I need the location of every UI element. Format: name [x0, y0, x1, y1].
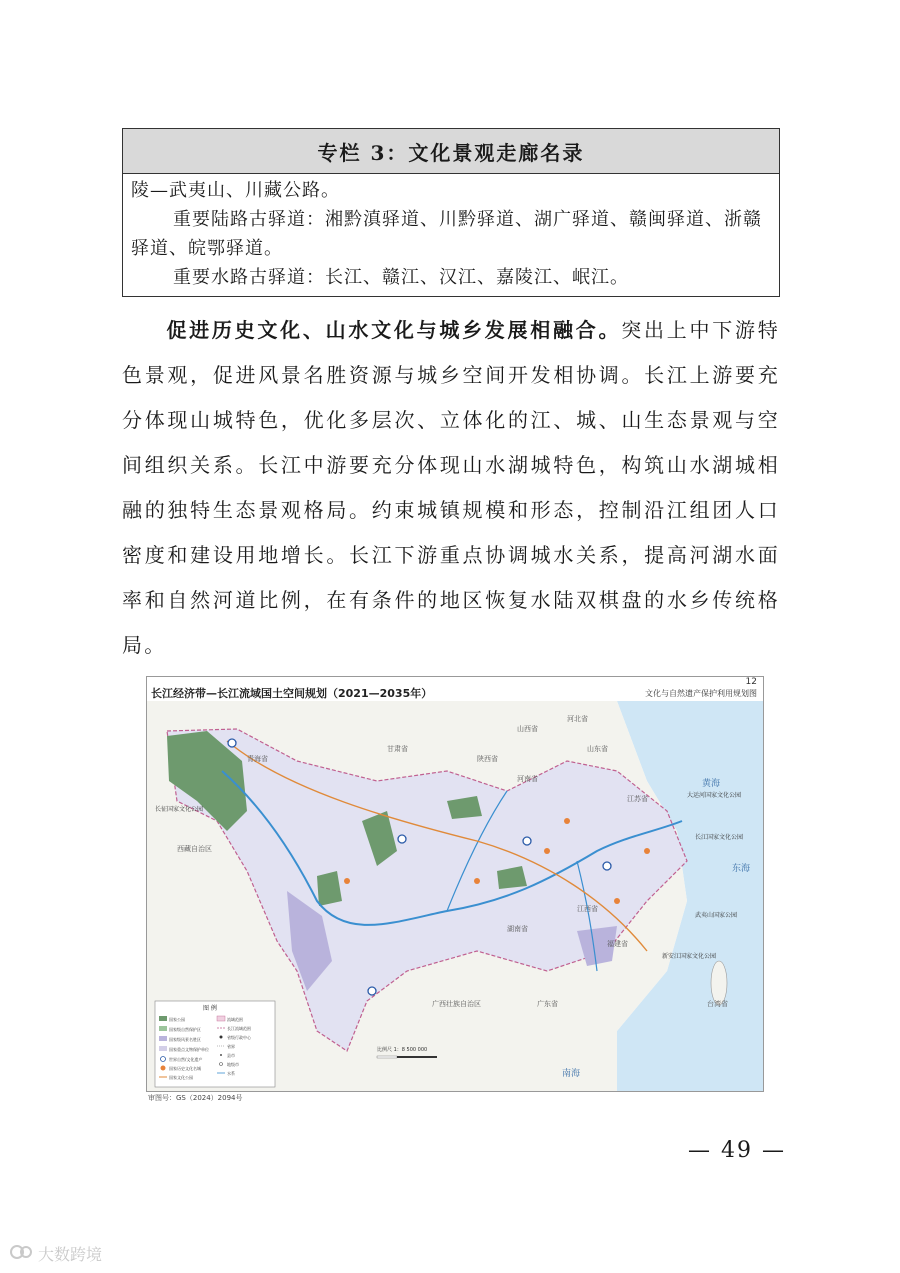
column-box — [122, 128, 780, 297]
legend-item-6: 国家历史文化名城 — [169, 1066, 201, 1071]
label-gansu: 甘肃省 — [387, 745, 408, 753]
legend-item-10: 省级行政中心 — [227, 1035, 251, 1040]
watermark — [10, 1242, 102, 1265]
label-donghai: 东海 — [732, 864, 751, 874]
legend-item-1: 国家公园 — [169, 1017, 185, 1022]
legend-item-12: 县市 — [227, 1053, 235, 1058]
label-henan: 河南省 — [517, 775, 538, 783]
legend-item-14: 水系 — [227, 1071, 235, 1076]
legend-item-7: 国家文化公园 — [169, 1075, 193, 1080]
legend-item-5: 世界自然/文化遗产 — [169, 1057, 203, 1062]
map-legend — [155, 1001, 275, 1087]
map-subtitle: 文化与自然遗产保护利用规划图 — [645, 689, 757, 698]
column-line-2: 重要陆路古驿道：湘黔滇驿道、川黔驿道、湖广驿道、赣闽驿道、浙赣驿道、皖鄂驿道。 — [131, 209, 762, 259]
label-park-changzheng: 长征国家文化公园 — [155, 806, 204, 813]
legend-title: 图 例 — [203, 1005, 217, 1012]
map-graphic — [147, 701, 763, 1091]
legend-item-8: 流域范围 — [227, 1017, 243, 1022]
city-icon — [544, 848, 550, 854]
city-icon — [564, 818, 570, 824]
column-title: 专栏 3：文化景观走廊名录 — [123, 129, 779, 174]
map-title: 长江经济带—长江流域国土空间规划（2021—2035年） — [151, 687, 433, 700]
column-line-3: 重要水路古驿道：长江、赣江、汉江、嘉陵江、岷江。 — [173, 267, 629, 288]
label-guangxi: 广西壮族自治区 — [432, 1000, 481, 1008]
label-jiangxi: 江西省 — [577, 905, 598, 913]
watermark-logo-icon — [10, 1243, 34, 1265]
label-park-canal: 大运河国家文化公园 — [687, 792, 742, 799]
scale-bar — [377, 1056, 437, 1058]
legend-item-11: 省界 — [227, 1044, 235, 1049]
label-scale: 比例尺 1：8 500 000 — [377, 1047, 428, 1053]
legend-item-4: 国家重点文物保护单位 — [169, 1047, 209, 1052]
legend-item-2: 国家级自然保护区 — [169, 1027, 201, 1032]
paragraph-lead: 促进历史文化、山水文化与城乡发展相融合。 — [166, 318, 622, 342]
heritage-icon — [603, 862, 611, 870]
city-icon — [644, 848, 650, 854]
label-shaanxi: 陕西省 — [477, 755, 498, 763]
label-fujian: 福建省 — [607, 940, 628, 948]
city-icon — [344, 878, 350, 884]
map-number: 12 — [745, 677, 757, 687]
label-xizang: 西藏自治区 — [177, 845, 212, 853]
planning-map — [146, 676, 764, 1092]
label-qinghai: 青海省 — [247, 755, 268, 763]
label-hebei: 河北省 — [567, 715, 588, 723]
label-nanhai: 南海 — [562, 1069, 581, 1079]
label-shanxi: 山西省 — [517, 725, 538, 733]
heritage-icon — [368, 987, 376, 995]
label-park-yangtze: 长江国家文化公园 — [695, 834, 744, 841]
city-icon — [474, 878, 480, 884]
legend-item-3: 国家级风景名胜区 — [169, 1037, 201, 1042]
city-icon — [614, 898, 620, 904]
label-park-wuyi: 武夷山国家公园 — [695, 912, 738, 919]
legend-item-9: 长江流域范围 — [227, 1026, 251, 1031]
label-taiwan: 台湾省 — [707, 1000, 728, 1008]
legend-item-13: 地级市 — [227, 1062, 239, 1067]
taiwan-island — [711, 961, 727, 1005]
label-jiangsu: 江苏省 — [627, 795, 648, 803]
page-number: — 49 — — [688, 1138, 786, 1163]
label-shandong: 山东省 — [587, 745, 608, 753]
label-guangdong: 广东省 — [537, 1000, 558, 1008]
label-huanghai: 黄海 — [702, 779, 721, 789]
label-hunan: 湖南省 — [507, 925, 528, 933]
heritage-icon — [228, 739, 236, 747]
heritage-icon — [523, 837, 531, 845]
column-body — [123, 174, 779, 296]
paragraph-text: 突出上中下游特色景观，促进风景名胜资源与城乡空间开发相协调。长江上游要充分体现山城特色，优化多层次、立体化的江、城、山生态景观与空间组织关系。长江中游要充分体现山水湖城特色，构筑山水湖城相融的独特生态景观格局。约束城镇规模和形态，控制沿江组团人口密度和建设用地增长。长江下游重点协调城水关系，提高河湖水面率和自然河道比例，在有条件的地区恢复水陆双棋盘的水乡传统格局。 — [122, 318, 780, 657]
heritage-icon — [398, 835, 406, 843]
body-paragraph — [122, 308, 780, 668]
column-line-1: 陵—武夷山、川藏公路。 — [131, 180, 340, 201]
label-park-cultural: 新安江国家文化公园 — [662, 953, 717, 960]
watermark-text: 大数跨境 — [38, 1245, 103, 1264]
map-approval-code: 审图号：GS（2024）2094号 — [148, 1094, 243, 1102]
